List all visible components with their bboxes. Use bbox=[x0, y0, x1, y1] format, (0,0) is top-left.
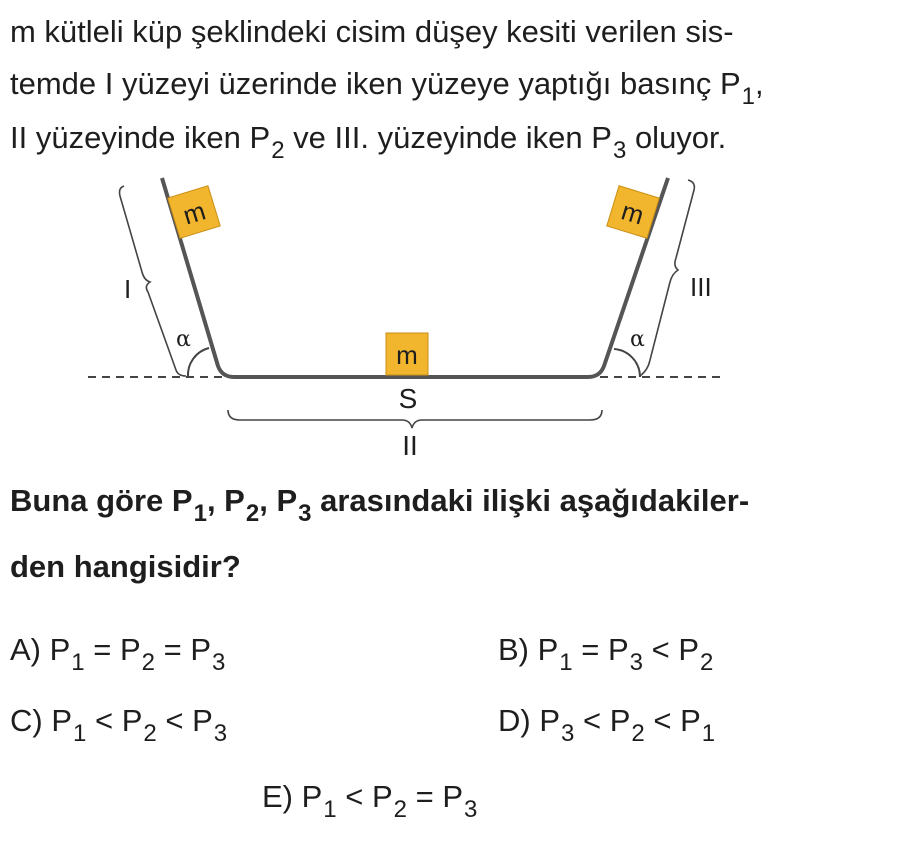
prompt-text-1: Buna göre P bbox=[10, 483, 193, 518]
option-c-text: < P bbox=[86, 703, 143, 738]
question-text-2b: , bbox=[754, 66, 764, 101]
subscript: 3 bbox=[212, 649, 226, 676]
angle-label-left: α bbox=[176, 327, 191, 352]
subscript: 2 bbox=[700, 649, 714, 676]
mass-label-right: m bbox=[617, 195, 648, 231]
prompt-text-4: arasındaki ilişki aşağıdakiler- bbox=[311, 483, 750, 518]
surface-I-label: I bbox=[124, 274, 132, 304]
subscript: 3 bbox=[213, 720, 228, 747]
question-text-3b: ve III. yüzeyinde iken P bbox=[284, 120, 612, 155]
option-d-text: D) P bbox=[498, 703, 560, 738]
option-b-text: < P bbox=[643, 632, 700, 667]
mass-block-floor bbox=[386, 333, 428, 375]
option-e-text: = P bbox=[407, 779, 464, 814]
surface-II-label: II bbox=[402, 430, 418, 461]
option-b-text: B) P bbox=[498, 632, 559, 667]
option-a-text: = P bbox=[155, 632, 212, 667]
subscript: 2 bbox=[393, 796, 408, 823]
subscript: 3 bbox=[298, 500, 312, 527]
option-e[interactable] bbox=[262, 779, 478, 823]
option-a-text: = P bbox=[84, 632, 141, 667]
subscript: 3 bbox=[561, 720, 575, 747]
prompt-line-2 bbox=[10, 549, 241, 585]
subscript: 3 bbox=[612, 137, 627, 164]
option-a-text: A) P bbox=[10, 632, 71, 667]
surface-III-label: III bbox=[690, 272, 712, 302]
prompt-line-1 bbox=[10, 483, 750, 527]
angle-arc-left bbox=[188, 348, 209, 377]
subscript: 2 bbox=[245, 500, 260, 527]
option-a[interactable] bbox=[10, 632, 226, 676]
option-b-text: = P bbox=[572, 632, 629, 667]
mass-label-left: m bbox=[179, 195, 210, 231]
prompt-text-2: , P bbox=[206, 483, 245, 518]
option-c-text: < P bbox=[156, 703, 213, 738]
subscript: 1 bbox=[71, 649, 85, 676]
option-e-text: E) P bbox=[262, 779, 323, 814]
option-c-text: C) P bbox=[10, 703, 72, 738]
subscript: 1 bbox=[193, 500, 207, 527]
angle-arc-right bbox=[614, 349, 640, 377]
subscript: 3 bbox=[464, 796, 478, 823]
prompt-text-5: den hangisidir? bbox=[10, 549, 241, 584]
subscript: 2 bbox=[631, 720, 645, 747]
option-c[interactable] bbox=[10, 703, 228, 747]
option-b[interactable] bbox=[498, 632, 714, 676]
subscript: 3 bbox=[629, 649, 644, 676]
subscript: 2 bbox=[271, 137, 285, 164]
subscript: 1 bbox=[701, 720, 716, 747]
option-d-text: < P bbox=[574, 703, 631, 738]
prompt-text-3: , P bbox=[259, 483, 298, 518]
subscript: 2 bbox=[141, 649, 156, 676]
subscript: 2 bbox=[143, 720, 157, 747]
question-text-1: m kütleli küp şeklindeki cisim düşey kesiti verilen sis- bbox=[10, 14, 734, 49]
option-e-text: < P bbox=[336, 779, 393, 814]
question-text-3a: II yüzeyinde iken P bbox=[10, 120, 271, 155]
question-text-2a: temde I yüzeyi üzerinde iken yüzeye yaptığı basınç P bbox=[10, 66, 741, 101]
option-d[interactable] bbox=[498, 703, 716, 747]
subscript: 1 bbox=[741, 83, 755, 110]
subscript: 1 bbox=[73, 720, 87, 747]
question-text-3c: oluyor. bbox=[626, 120, 727, 155]
angle-label-right: α bbox=[630, 327, 645, 352]
option-d-text: < P bbox=[644, 703, 701, 738]
subscript: 1 bbox=[559, 649, 573, 676]
subscript: 1 bbox=[323, 796, 337, 823]
mass-label-floor: m bbox=[396, 340, 418, 370]
area-label: S bbox=[398, 383, 418, 414]
